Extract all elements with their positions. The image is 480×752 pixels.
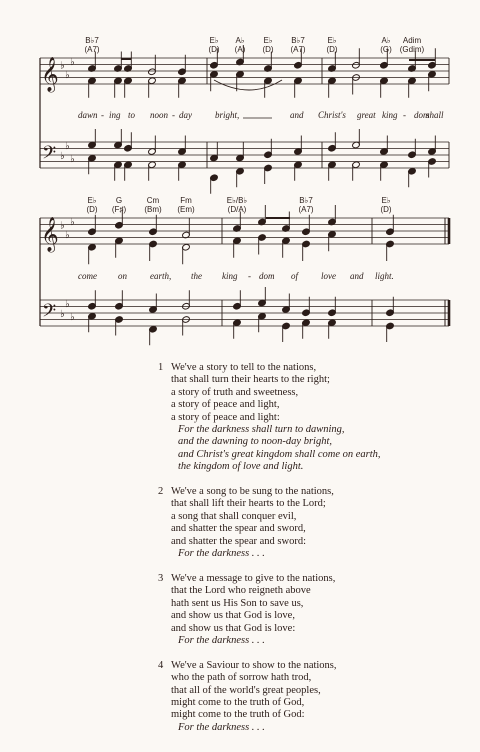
lyric-syllable: on: [118, 271, 127, 281]
lyric-syllable: the: [191, 271, 202, 281]
chord-name: E♭/B♭: [226, 196, 248, 205]
verse-line: We've a message to give to the nations,: [171, 572, 336, 584]
verse-line: a song that shall conquer evil,: [171, 510, 297, 522]
verse-line: that shall turn their hearts to the right;: [171, 374, 330, 386]
lyric-syllable: light.: [375, 271, 394, 281]
lyric-syllable: -: [403, 110, 406, 120]
refrain-line: For the darkness . . .: [178, 634, 265, 646]
verse-line: and shatter the spear and sword,: [171, 523, 306, 535]
verse-line: and show us that God is love:: [171, 622, 296, 634]
chord-name: Fm: [180, 196, 192, 205]
refrain-line: For the darkness . . .: [178, 548, 265, 560]
verse-number: 1: [158, 362, 164, 373]
lyric-syllable: -: [101, 110, 104, 120]
verse: [158, 486, 458, 560]
chord-name: E♭: [209, 36, 219, 45]
lyric-syllable: bright,: [215, 110, 240, 120]
clef-symbol: 𝄞: [41, 217, 59, 252]
chord-name: E♭: [263, 36, 273, 45]
chord-alternate: (A): [234, 45, 246, 54]
verse: [158, 362, 458, 474]
verse-line: that all of the world's great peoples,: [171, 684, 321, 696]
lyric-syllable: great: [357, 110, 376, 120]
clef-symbol: 𝄢: [42, 301, 57, 326]
flat-sign: ♭: [70, 154, 75, 165]
lyric-syllable: ing: [109, 110, 121, 120]
verse: [158, 573, 458, 647]
chord-name: Adim: [402, 36, 422, 45]
flat-sign: ♭: [65, 70, 70, 81]
chord-alternate: (A7): [290, 45, 306, 54]
chord-name: A♭: [235, 36, 245, 45]
chord-alternate: (D): [262, 45, 274, 54]
refrain-line: For the darkness shall turn to dawning,: [178, 424, 345, 436]
verse-line: and shatter the spear and sword:: [171, 535, 306, 547]
refrain-line: the kingdom of love and light.: [178, 461, 304, 473]
refrain-line: and Christ's great kingdom shall come on earth,: [178, 448, 381, 460]
flat-sign: ♭: [70, 312, 75, 323]
chord-symbol: [369, 196, 403, 214]
verse-line: hath sent us His Son to save us,: [171, 597, 304, 609]
verse-number: 3: [158, 572, 164, 584]
chord-symbol: [251, 36, 285, 54]
refrain-line: and the dawning to noon-day bright,: [178, 436, 332, 448]
chord-alternate: (D): [326, 45, 338, 54]
chord-symbol: [315, 36, 349, 54]
music-score: [0, 0, 480, 360]
chord-name: E♭: [381, 196, 391, 205]
lyric-syllable: shall: [426, 110, 444, 120]
chord-name: Cm: [146, 196, 160, 205]
lyric-syllable: and: [350, 271, 364, 281]
lyric-syllable: dom: [414, 110, 430, 120]
flat-sign: ♭: [65, 299, 70, 310]
lyric-syllable: love: [321, 271, 336, 281]
clef-symbol: 𝄢: [42, 143, 57, 168]
verse-line: might come to the truth of God,: [171, 696, 305, 708]
hymn-verses: [158, 362, 458, 747]
chord-name: E♭: [87, 196, 97, 205]
lyric-syllable: noon: [150, 110, 168, 120]
chord-alternate: (Em): [177, 205, 195, 214]
lyric-syllable: of: [291, 271, 299, 281]
clef-symbol: 𝄞: [41, 57, 59, 92]
verse-line: We've a song to be sung to the nations,: [171, 486, 334, 498]
chord-name: B♭7: [299, 196, 313, 205]
chord-symbol: [395, 36, 429, 54]
lyric-syllable: dom: [259, 271, 275, 281]
verse: [158, 660, 458, 734]
verse-line: and show us that God is love,: [171, 610, 295, 622]
chord-alternate: (D): [208, 45, 220, 54]
chord-alternate: (A7): [298, 205, 314, 214]
chord-name: B♭7: [291, 36, 305, 45]
lyric-syllable: king: [222, 271, 238, 281]
chord-name: B♭7: [85, 36, 99, 45]
chord-alternate: (Bm): [144, 205, 162, 214]
verse-line: that shall lift their hearts to the Lord;: [171, 498, 326, 510]
chord-alternate: (Gdim): [399, 45, 425, 54]
chord-alternate: (G): [380, 45, 392, 54]
chord-symbol: [289, 196, 323, 214]
flat-sign: ♭: [70, 217, 75, 228]
verse-line: a story of peace and light,: [171, 399, 280, 411]
lyric-syllable: -: [172, 110, 175, 120]
chord-alternate: (D/A): [227, 205, 247, 214]
verse-line: might come to the truth of God:: [171, 709, 305, 721]
lyric-syllable: king: [382, 110, 398, 120]
lyric-syllable: earth,: [150, 271, 172, 281]
flat-sign: ♭: [60, 309, 65, 320]
lyric-syllable: day: [179, 110, 192, 120]
chord-name: E♭: [327, 36, 337, 45]
refrain-line: For the darkness . . .: [178, 721, 265, 733]
lyric-syllable: Christ's: [318, 110, 346, 120]
flat-sign: ♭: [60, 151, 65, 162]
lyric-syllable: to: [128, 110, 136, 120]
verse-line: a story of peace and light:: [171, 411, 280, 423]
chord-alternate: (D): [380, 205, 392, 214]
lyric-syllable: dawn: [78, 110, 98, 120]
chord-symbol: [136, 196, 170, 214]
chord-name: G: [115, 196, 123, 205]
chord-name: A♭: [381, 36, 391, 45]
chord-symbol: [220, 196, 254, 214]
chord-symbol: [75, 36, 109, 54]
verse-line: that the Lord who reigneth above: [171, 585, 311, 597]
chord-symbol: [169, 196, 203, 214]
verse-line: who the path of sorrow hath trod,: [171, 672, 312, 684]
chord-alternate: (F♯): [111, 205, 127, 214]
verse-line: a story of truth and sweetness,: [171, 386, 299, 398]
chord-symbol: [102, 196, 136, 214]
chord-alternate: (D): [86, 205, 98, 214]
flat-sign: ♭: [60, 220, 65, 232]
lyric-syllable: and: [290, 110, 304, 120]
flat-sign: ♭: [65, 230, 70, 241]
flat-sign: ♭: [70, 57, 75, 68]
lyric-syllable: -: [248, 271, 251, 281]
chord-alternate: (A7): [84, 45, 100, 54]
verse-line: We've a story to tell to the nations,: [171, 362, 317, 373]
chord-symbol: [281, 36, 315, 54]
lyric-syllable: come: [78, 271, 97, 281]
verse-number: 4: [158, 659, 164, 671]
verse-line: We've a Saviour to show to the nations,: [171, 659, 337, 671]
verse-number: 2: [158, 486, 164, 498]
flat-sign: ♭: [65, 141, 70, 152]
flat-sign: ♭: [60, 60, 65, 72]
